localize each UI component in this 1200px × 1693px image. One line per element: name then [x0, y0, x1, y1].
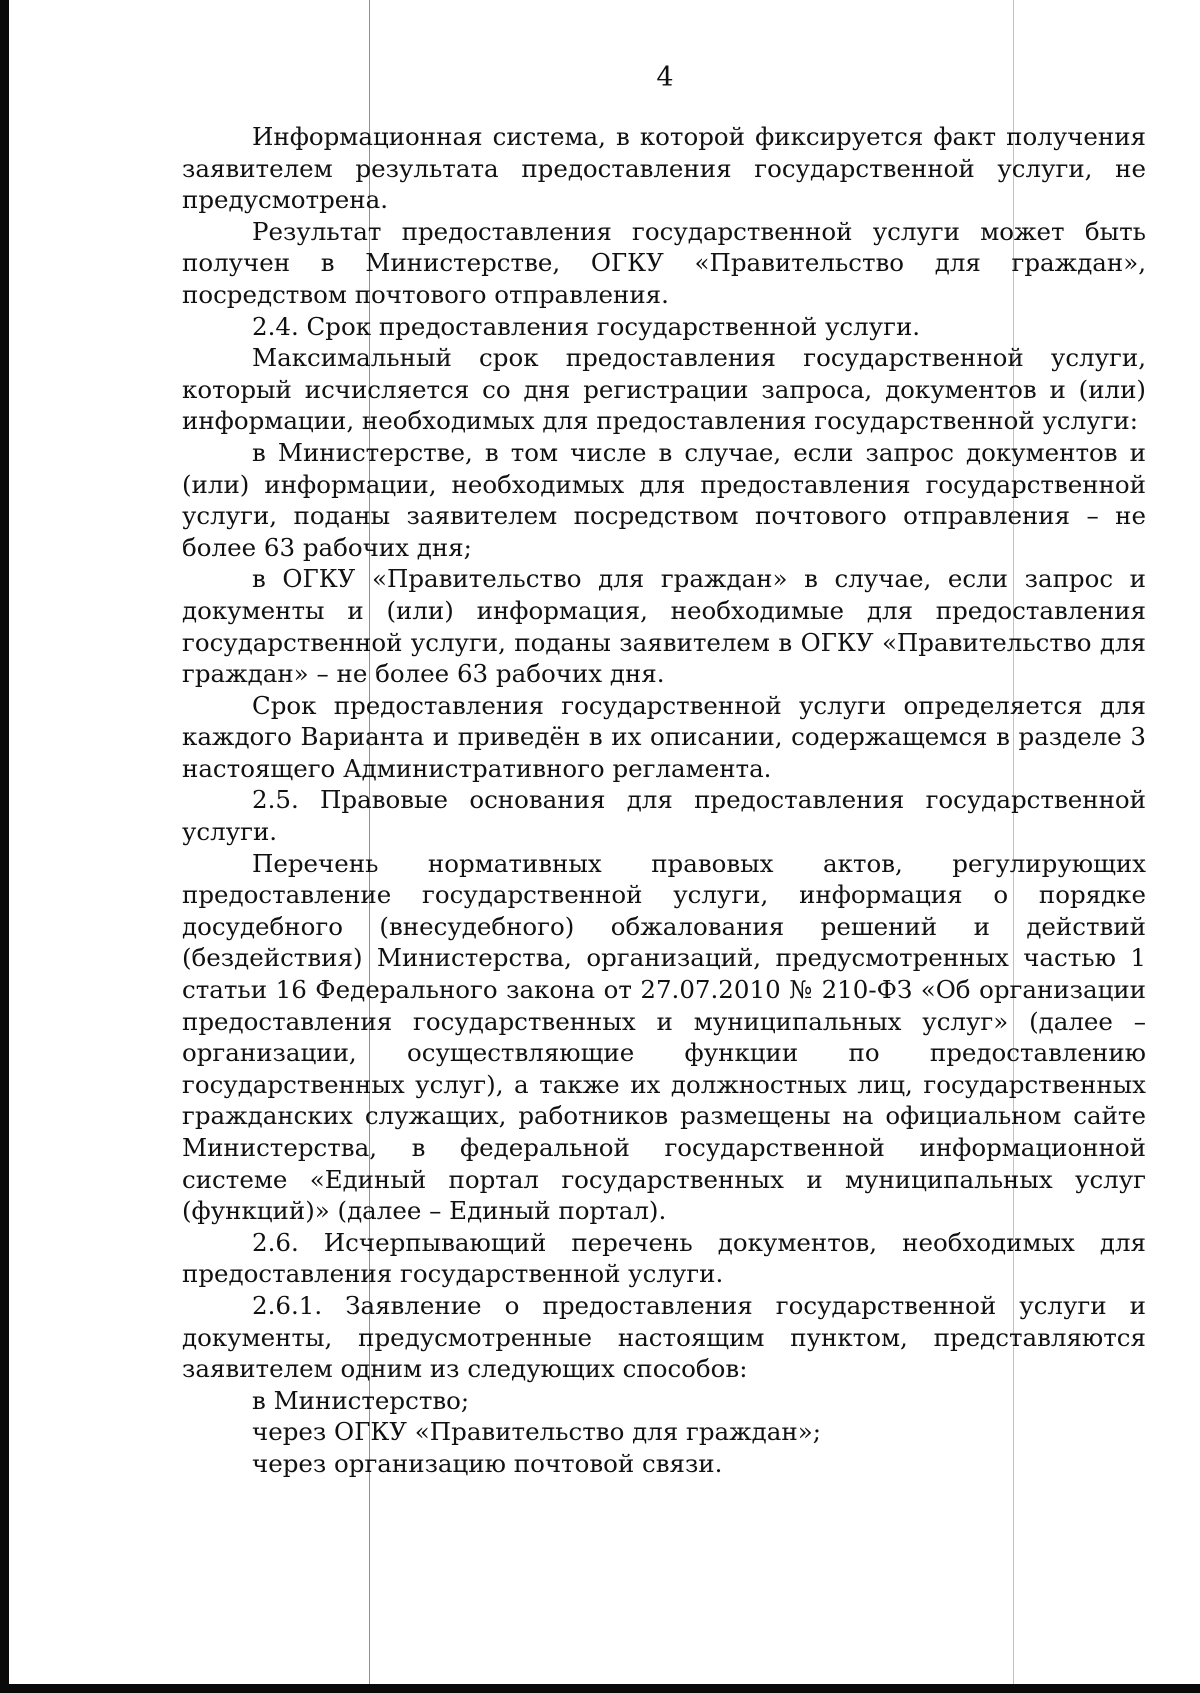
paragraph: Информационная система, в которой фиксируется факт получения заявителем результата предоставления государственной услуги, не предусмотрена. [182, 122, 1146, 215]
list-item: через организацию почтовой связи. [252, 1448, 723, 1478]
scan-left-border [0, 0, 9, 1693]
paragraph: в Министерстве, в том числе в случае, если запрос документов и (или) информации, необходимых для предоставления государственной услуги, поданы заявителем посредством почтового отправления – не более 63 рабочих дня; [182, 437, 1146, 562]
list-item: через ОГКУ «Правительство для граждан»; [252, 1417, 821, 1447]
section-heading: 2.5. Правовые основания для предоставления государственной услуги. [182, 785, 1146, 847]
paragraph: 2.6.1. Заявление о предоставления государственной услуги и документы, предусмотренные настоящим пунктом, представляются заявителем одним из следующих способов: [182, 1290, 1146, 1384]
paragraph: в ОГКУ «Правительство для граждан» в случае, если запрос и документы и (или) информация, необходимые для предоставления государственной услуги, поданы заявителем в ОГКУ «Правительство для граждан» – не более 63 рабочих дня. [182, 564, 1146, 689]
paragraph: Срок предоставления государственной услуги определяется для каждого Варианта и приведён в их описании, содержащемся в разделе 3 настоящего Административного регламента. [182, 690, 1146, 783]
list-item: в Министерство; [252, 1385, 470, 1415]
paragraph: Максимальный срок предоставления государственной услуги, который исчисляется со дня регистрации запроса, документов и (или) информации, необходимых для предоставления государственной услуги: [182, 343, 1146, 436]
page-number: 4 [656, 62, 674, 93]
paragraph: Перечень нормативных правовых актов, регулирующих предоставление государственной услуги, информация о порядке досудебного (внесудебного) обжалования решений и действий (бездействия) Министерства, организаций, предусмотренных частью 1 статьи 16 Федерального закона от 27.07.2010 № 210-ФЗ «Об организации предоставления государственных и муниципальных услуг» (далее – организации, осуществляющие функции по предоставлению государственных услуг), а также их должностных лиц, государственных гражданских служащих, работников размещены на официальном сайте Министерства, в федеральной государственной информационной системе «Единый портал государственных и муниципальных услуг (функций)» (далее – Единый портал). [182, 848, 1146, 1226]
document-body [182, 121, 1146, 1480]
paragraph: Результат предоставления государственной услуги может быть получен в Министерстве, ОГКУ «Правительство для граждан», посредством почтового отправления. [182, 216, 1146, 309]
scan-bottom-border [0, 1684, 1200, 1693]
section-heading: 2.4. Срок предоставления государственной услуги. [252, 311, 921, 341]
section-heading: 2.6. Исчерпывающий перечень документов, необходимых для предоставления государственной услуги. [182, 1227, 1146, 1289]
